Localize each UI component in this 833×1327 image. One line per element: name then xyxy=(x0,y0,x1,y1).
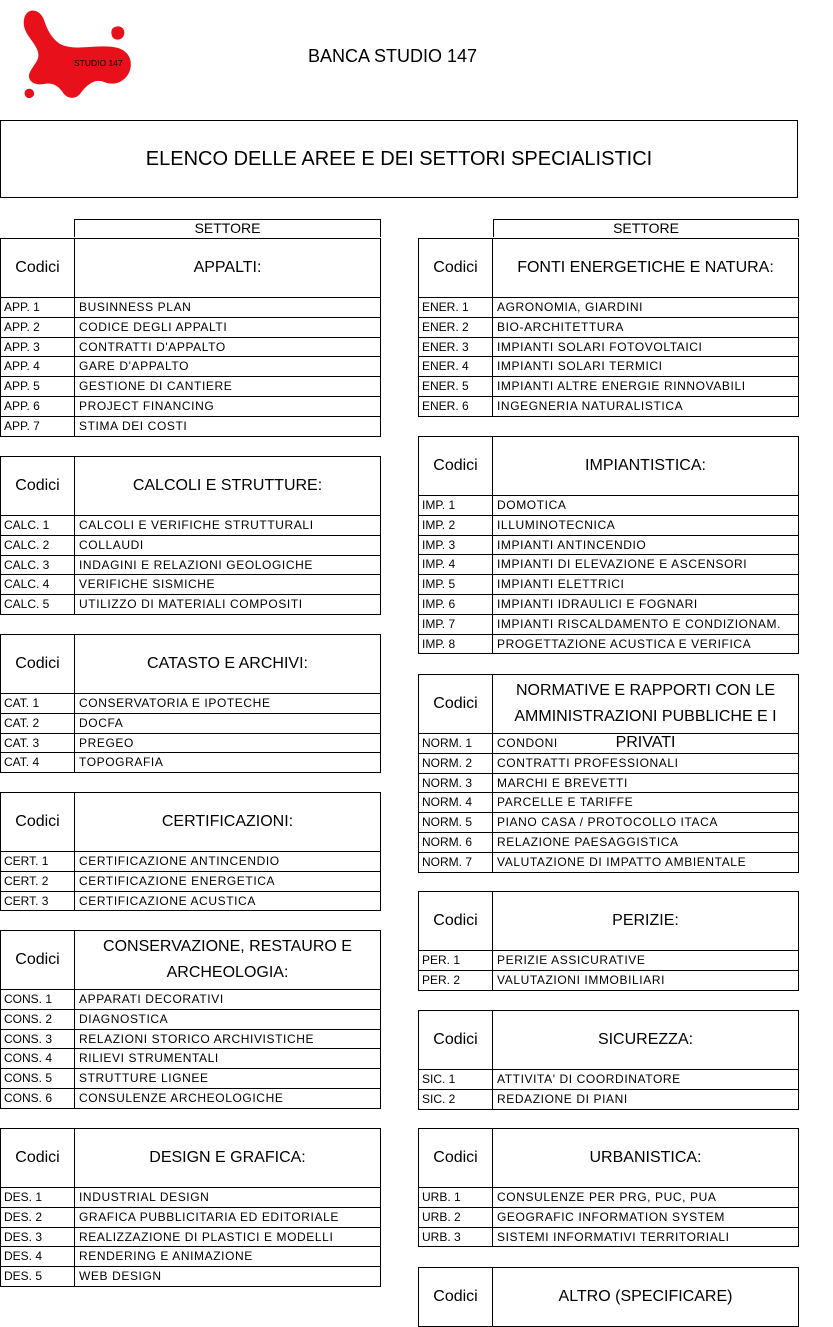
row-label: IMPIANTI ANTINCENDIO xyxy=(497,537,647,552)
table-row xyxy=(0,1267,381,1287)
codici-label: Codici xyxy=(419,892,493,950)
row-code: DES. 4 xyxy=(1,1247,75,1266)
section-perizie xyxy=(418,891,799,991)
row-code: IMP. 4 xyxy=(419,555,493,574)
table-row xyxy=(418,615,799,635)
row-code: CAT. 3 xyxy=(1,734,75,753)
row-code: CAT. 4 xyxy=(1,753,75,772)
row-label: SISTEMI INFORMATIVI TERRITORIALI xyxy=(497,1229,730,1244)
table-row xyxy=(418,1090,799,1110)
section-header xyxy=(418,238,799,298)
table-row xyxy=(418,595,799,615)
row-code: APP. 7 xyxy=(1,417,75,436)
table-row xyxy=(418,338,799,358)
row-label: CONDONI xyxy=(497,736,558,750)
row-label: GEOGRAFIC INFORMATION SYSTEM xyxy=(497,1209,725,1224)
section-header xyxy=(0,238,381,298)
row-code: ENER. 6 xyxy=(419,397,493,416)
row-label: CALCOLI E VERIFICHE STRUTTURALI xyxy=(79,518,314,532)
section-title: CATASTO E ARCHIVI: xyxy=(147,655,308,672)
row-code: APP. 1 xyxy=(1,298,75,317)
row-label: BUSINNESS PLAN xyxy=(79,300,192,314)
row-code: URB. 2 xyxy=(419,1208,493,1227)
table-row xyxy=(418,635,799,655)
section-title: CONSERVAZIONE, RESTAURO E ARCHEOLOGIA: xyxy=(103,938,352,981)
section-title: IMPIANTISTICA: xyxy=(585,457,706,474)
row-code: URB. 1 xyxy=(419,1188,493,1207)
row-code: IMP. 3 xyxy=(419,536,493,555)
row-code: CERT. 1 xyxy=(1,852,75,871)
row-label: CONTRATTI D'APPALTO xyxy=(79,339,226,354)
row-label: DIAGNOSTICA xyxy=(79,1011,169,1026)
row-label: VERIFICHE SISMICHE xyxy=(79,577,216,592)
table-row xyxy=(418,1208,799,1228)
row-code: NORM. 3 xyxy=(419,774,493,793)
row-label: IMPIANTI ELETTRICI xyxy=(497,577,625,592)
logo-red-splash xyxy=(24,11,131,98)
row-code: SIC. 1 xyxy=(419,1070,493,1089)
row-code: NORM. 5 xyxy=(419,813,493,832)
section-fonti-energetiche-e-natura xyxy=(418,238,799,417)
settore-header-right: SETTORE xyxy=(493,219,799,237)
row-code: IMP. 7 xyxy=(419,615,493,634)
row-label: INGEGNERIA NATURALISTICA xyxy=(497,398,684,413)
table-row xyxy=(0,1010,381,1030)
row-label: REDAZIONE DI PIANI xyxy=(497,1091,628,1106)
table-row xyxy=(418,951,799,971)
table-row xyxy=(0,516,381,536)
row-code: CALC. 5 xyxy=(1,595,75,614)
row-label: STIMA DEI COSTI xyxy=(79,418,188,433)
section-design-e-grafica xyxy=(0,1128,381,1287)
row-label: CONSERVATORIA E IPOTECHE xyxy=(79,696,271,710)
row-code: CERT. 3 xyxy=(1,892,75,911)
codici-label: Codici xyxy=(419,437,493,495)
bank-title: BANCA STUDIO 147 xyxy=(308,46,478,66)
table-row xyxy=(0,872,381,892)
section-header xyxy=(418,891,799,951)
section-header xyxy=(0,930,381,990)
table-row xyxy=(0,1247,381,1267)
row-label: GRAFICA PUBBLICITARIA ED EDITORIALE xyxy=(79,1209,339,1224)
row-code: DES. 2 xyxy=(1,1208,75,1227)
row-code: CONS. 2 xyxy=(1,1010,75,1029)
table-row xyxy=(0,397,381,417)
table-row xyxy=(0,1069,381,1089)
row-code: APP. 6 xyxy=(1,397,75,416)
row-label: CONTRATTI PROFESSIONALI xyxy=(497,755,679,770)
section-title: ALTRO (SPECIFICARE) xyxy=(558,1288,733,1305)
row-label: GARE D'APPALTO xyxy=(79,359,190,374)
row-label: ATTIVITA' DI COORDINATORE xyxy=(497,1072,681,1086)
table-row xyxy=(0,734,381,754)
section-sicurezza xyxy=(418,1010,799,1110)
section-header xyxy=(0,634,381,694)
table-row xyxy=(418,833,799,853)
table-row xyxy=(0,377,381,397)
table-row xyxy=(0,990,381,1010)
section-certificazioni xyxy=(0,792,381,911)
table-row xyxy=(418,774,799,794)
table-row xyxy=(418,754,799,774)
row-label: PROJECT FINANCING xyxy=(79,398,215,413)
row-code: CONS. 4 xyxy=(1,1049,75,1068)
row-label: IMPIANTI SOLARI TERMICI xyxy=(497,359,663,374)
row-code: IMP. 1 xyxy=(419,496,493,515)
row-code: NORM. 2 xyxy=(419,754,493,773)
row-code: IMP. 2 xyxy=(419,516,493,535)
table-row xyxy=(0,1188,381,1208)
row-code: PER. 2 xyxy=(419,971,493,990)
row-label: CONSULENZE PER PRG, PUC, PUA xyxy=(497,1190,717,1204)
table-row xyxy=(0,892,381,912)
table-row xyxy=(418,853,799,873)
table-row xyxy=(418,397,799,417)
row-label: VALUTAZIONI IMMOBILIARI xyxy=(497,972,666,987)
row-code: NORM. 6 xyxy=(419,833,493,852)
studio-147-logo xyxy=(20,8,136,100)
table-row xyxy=(0,595,381,615)
codici-label: Codici xyxy=(1,931,75,989)
row-label: PARCELLE E TARIFFE xyxy=(497,795,634,810)
row-label: IMPIANTI DI ELEVAZIONE E ASCENSORI xyxy=(497,557,748,572)
row-label: APPARATI DECORATIVI xyxy=(79,992,224,1006)
table-row xyxy=(0,1228,381,1248)
row-code: PER. 1 xyxy=(419,951,493,970)
codici-label: Codici xyxy=(419,1268,493,1326)
section-header xyxy=(0,792,381,852)
section-header xyxy=(418,1267,799,1327)
section-calcoli-e-strutture xyxy=(0,456,381,615)
row-code: SIC. 2 xyxy=(419,1090,493,1109)
table-row xyxy=(418,536,799,556)
row-label: IMPIANTI SOLARI FOTOVOLTAICI xyxy=(497,339,703,354)
section-normative-e-rapporti-con-le-amministrazioni-pubbliche-e-i-privati xyxy=(418,674,799,873)
section-title: CALCOLI E STRUTTURE: xyxy=(132,477,323,494)
row-code: NORM. 4 xyxy=(419,793,493,812)
row-code: ENER. 4 xyxy=(419,357,493,376)
table-row xyxy=(0,417,381,437)
row-label: RELAZIONE PAESAGGISTICA xyxy=(497,834,679,849)
row-code: ENER. 2 xyxy=(419,318,493,337)
row-label: VALUTAZIONE DI IMPATTO AMBIENTALE xyxy=(497,854,747,869)
section-appalti xyxy=(0,238,381,437)
section-conservazione-restauro-e-archeologia xyxy=(0,930,381,1109)
codici-label: Codici xyxy=(419,675,493,733)
row-code: APP. 4 xyxy=(1,357,75,376)
row-label: DOMOTICA xyxy=(497,498,567,512)
row-code: APP. 3 xyxy=(1,338,75,357)
row-label: DOCFA xyxy=(79,715,124,730)
row-code: CONS. 6 xyxy=(1,1089,75,1108)
codici-label: Codici xyxy=(1,635,75,693)
section-header xyxy=(418,1010,799,1070)
row-code: CALC. 2 xyxy=(1,536,75,555)
row-label: UTILIZZO DI MATERIALI COMPOSITI xyxy=(79,597,303,612)
section-altro-specificare xyxy=(418,1267,799,1327)
row-label: COLLAUDI xyxy=(79,537,144,552)
logo-text: STUDIO 147 xyxy=(74,58,123,68)
row-code: NORM. 7 xyxy=(419,853,493,872)
table-row xyxy=(418,1188,799,1208)
row-label: STRUTTURE LIGNEE xyxy=(79,1071,209,1086)
row-label: INDAGINI E RELAZIONI GEOLOGICHE xyxy=(79,557,313,572)
row-label: CERTIFICAZIONE ENERGETICA xyxy=(79,873,276,888)
table-row xyxy=(0,556,381,576)
row-label: ILLUMINOTECNICA xyxy=(497,517,616,532)
table-row xyxy=(418,793,799,813)
table-row xyxy=(0,575,381,595)
section-title: DESIGN E GRAFICA: xyxy=(149,1149,306,1166)
row-label: PERIZIE ASSICURATIVE xyxy=(497,953,646,967)
table-row xyxy=(418,496,799,516)
main-title-box xyxy=(0,120,798,198)
section-title: URBANISTICA: xyxy=(589,1149,702,1166)
row-code: CONS. 3 xyxy=(1,1030,75,1049)
section-title: SICUREZZA: xyxy=(597,1031,694,1048)
row-code: DES. 5 xyxy=(1,1267,75,1286)
table-row xyxy=(418,318,799,338)
table-row xyxy=(0,357,381,377)
row-label: CERTIFICAZIONE ACUSTICA xyxy=(79,893,256,908)
section-catasto-e-archivi xyxy=(0,634,381,773)
row-label: RENDERING E ANIMAZIONE xyxy=(79,1249,253,1264)
table-row xyxy=(418,298,799,318)
row-code: ENER. 5 xyxy=(419,377,493,396)
row-label: REALIZZAZIONE DI PLASTICI E MODELLI xyxy=(79,1229,334,1244)
table-row xyxy=(418,1228,799,1248)
row-code: ENER. 3 xyxy=(419,338,493,357)
codici-label: Codici xyxy=(419,1129,493,1187)
row-code: CALC. 3 xyxy=(1,556,75,575)
row-code: APP. 5 xyxy=(1,377,75,396)
settore-header-left: SETTORE xyxy=(74,219,381,237)
table-row xyxy=(418,813,799,833)
section-header xyxy=(418,1128,799,1188)
row-label: IMPIANTI IDRAULICI E FOGNARI xyxy=(497,596,698,611)
table-row xyxy=(418,1070,799,1090)
row-code: NORM. 1 xyxy=(419,734,493,753)
table-row xyxy=(0,1208,381,1228)
codici-label: Codici xyxy=(419,1011,493,1069)
table-row xyxy=(418,555,799,575)
section-header xyxy=(0,1128,381,1188)
table-row xyxy=(0,338,381,358)
section-title: NORMATIVE E RAPPORTI CON LE AMMINISTRAZIONI PUBBLICHE E I PRIVATI xyxy=(514,682,777,751)
row-code: IMP. 6 xyxy=(419,595,493,614)
codici-label: Codici xyxy=(1,1129,75,1187)
row-code: DES. 3 xyxy=(1,1228,75,1247)
section-title: CERTIFICAZIONI: xyxy=(161,813,294,830)
row-label: PIANO CASA / PROTOCOLLO ITACA xyxy=(497,815,719,830)
row-code: CALC. 4 xyxy=(1,575,75,594)
section-title: FONTI ENERGETICHE E NATURA: xyxy=(517,259,774,276)
table-row xyxy=(418,575,799,595)
row-code: IMP. 8 xyxy=(419,635,493,654)
row-label: INDUSTRIAL DESIGN xyxy=(79,1190,210,1204)
section-header xyxy=(418,436,799,496)
row-code: CAT. 2 xyxy=(1,714,75,733)
table-row xyxy=(0,1030,381,1050)
row-label: WEB DESIGN xyxy=(79,1269,162,1284)
row-code: ENER. 1 xyxy=(419,298,493,317)
table-row xyxy=(0,536,381,556)
table-row xyxy=(0,318,381,338)
row-code: URB. 3 xyxy=(419,1228,493,1247)
section-urbanistica xyxy=(418,1128,799,1247)
codici-label: Codici xyxy=(419,239,493,297)
row-label: IMPIANTI ALTRE ENERGIE RINNOVABILI xyxy=(497,379,746,394)
table-row xyxy=(418,516,799,536)
row-label: RELAZIONI STORICO ARCHIVISTICHE xyxy=(79,1031,315,1046)
table-row xyxy=(0,1049,381,1069)
row-label: RILIEVI STRUMENTALI xyxy=(79,1051,219,1066)
main-title: ELENCO DELLE AREE E DEI SETTORI SPECIALISTICI xyxy=(145,147,653,170)
row-label: CONSULENZE ARCHEOLOGICHE xyxy=(79,1090,284,1105)
row-code: APP. 2 xyxy=(1,318,75,337)
row-label: MARCHI E BREVETTI xyxy=(497,775,628,790)
table-row xyxy=(0,694,381,714)
row-code: CAT. 1 xyxy=(1,694,75,713)
codici-label: Codici xyxy=(1,457,75,515)
section-title: PERIZIE: xyxy=(612,912,679,929)
row-label: IMPIANTI RISCALDAMENTO E CONDIZIONAM. xyxy=(497,616,782,631)
row-label: CODICE DEGLI APPALTI xyxy=(79,319,228,334)
row-label: GESTIONE DI CANTIERE xyxy=(79,379,233,394)
table-row xyxy=(418,734,799,754)
row-code: CALC. 1 xyxy=(1,516,75,535)
row-label: CERTIFICAZIONE ANTINCENDIO xyxy=(79,854,280,868)
row-label: PREGEO xyxy=(79,735,134,750)
row-label: AGRONOMIA, GIARDINI xyxy=(497,300,644,314)
codici-label: Codici xyxy=(1,239,75,297)
row-label: BIO-ARCHITETTURA xyxy=(497,319,624,334)
row-code: CONS. 1 xyxy=(1,990,75,1009)
table-row xyxy=(0,753,381,773)
section-impiantistica xyxy=(418,436,799,654)
row-code: IMP. 5 xyxy=(419,575,493,594)
table-row xyxy=(0,852,381,872)
row-code: CERT. 2 xyxy=(1,872,75,891)
row-code: DES. 1 xyxy=(1,1188,75,1207)
codici-label: Codici xyxy=(1,793,75,851)
table-row xyxy=(418,971,799,991)
section-header xyxy=(0,456,381,516)
row-code: CONS. 5 xyxy=(1,1069,75,1088)
section-title: APPALTI: xyxy=(193,259,262,276)
row-label: TOPOGRAFIA xyxy=(79,755,164,770)
table-row xyxy=(0,714,381,734)
table-row xyxy=(0,1089,381,1109)
table-row xyxy=(418,357,799,377)
table-row xyxy=(418,377,799,397)
table-row xyxy=(0,298,381,318)
row-label: PROGETTAZIONE ACUSTICA E VERIFICA xyxy=(497,636,752,651)
